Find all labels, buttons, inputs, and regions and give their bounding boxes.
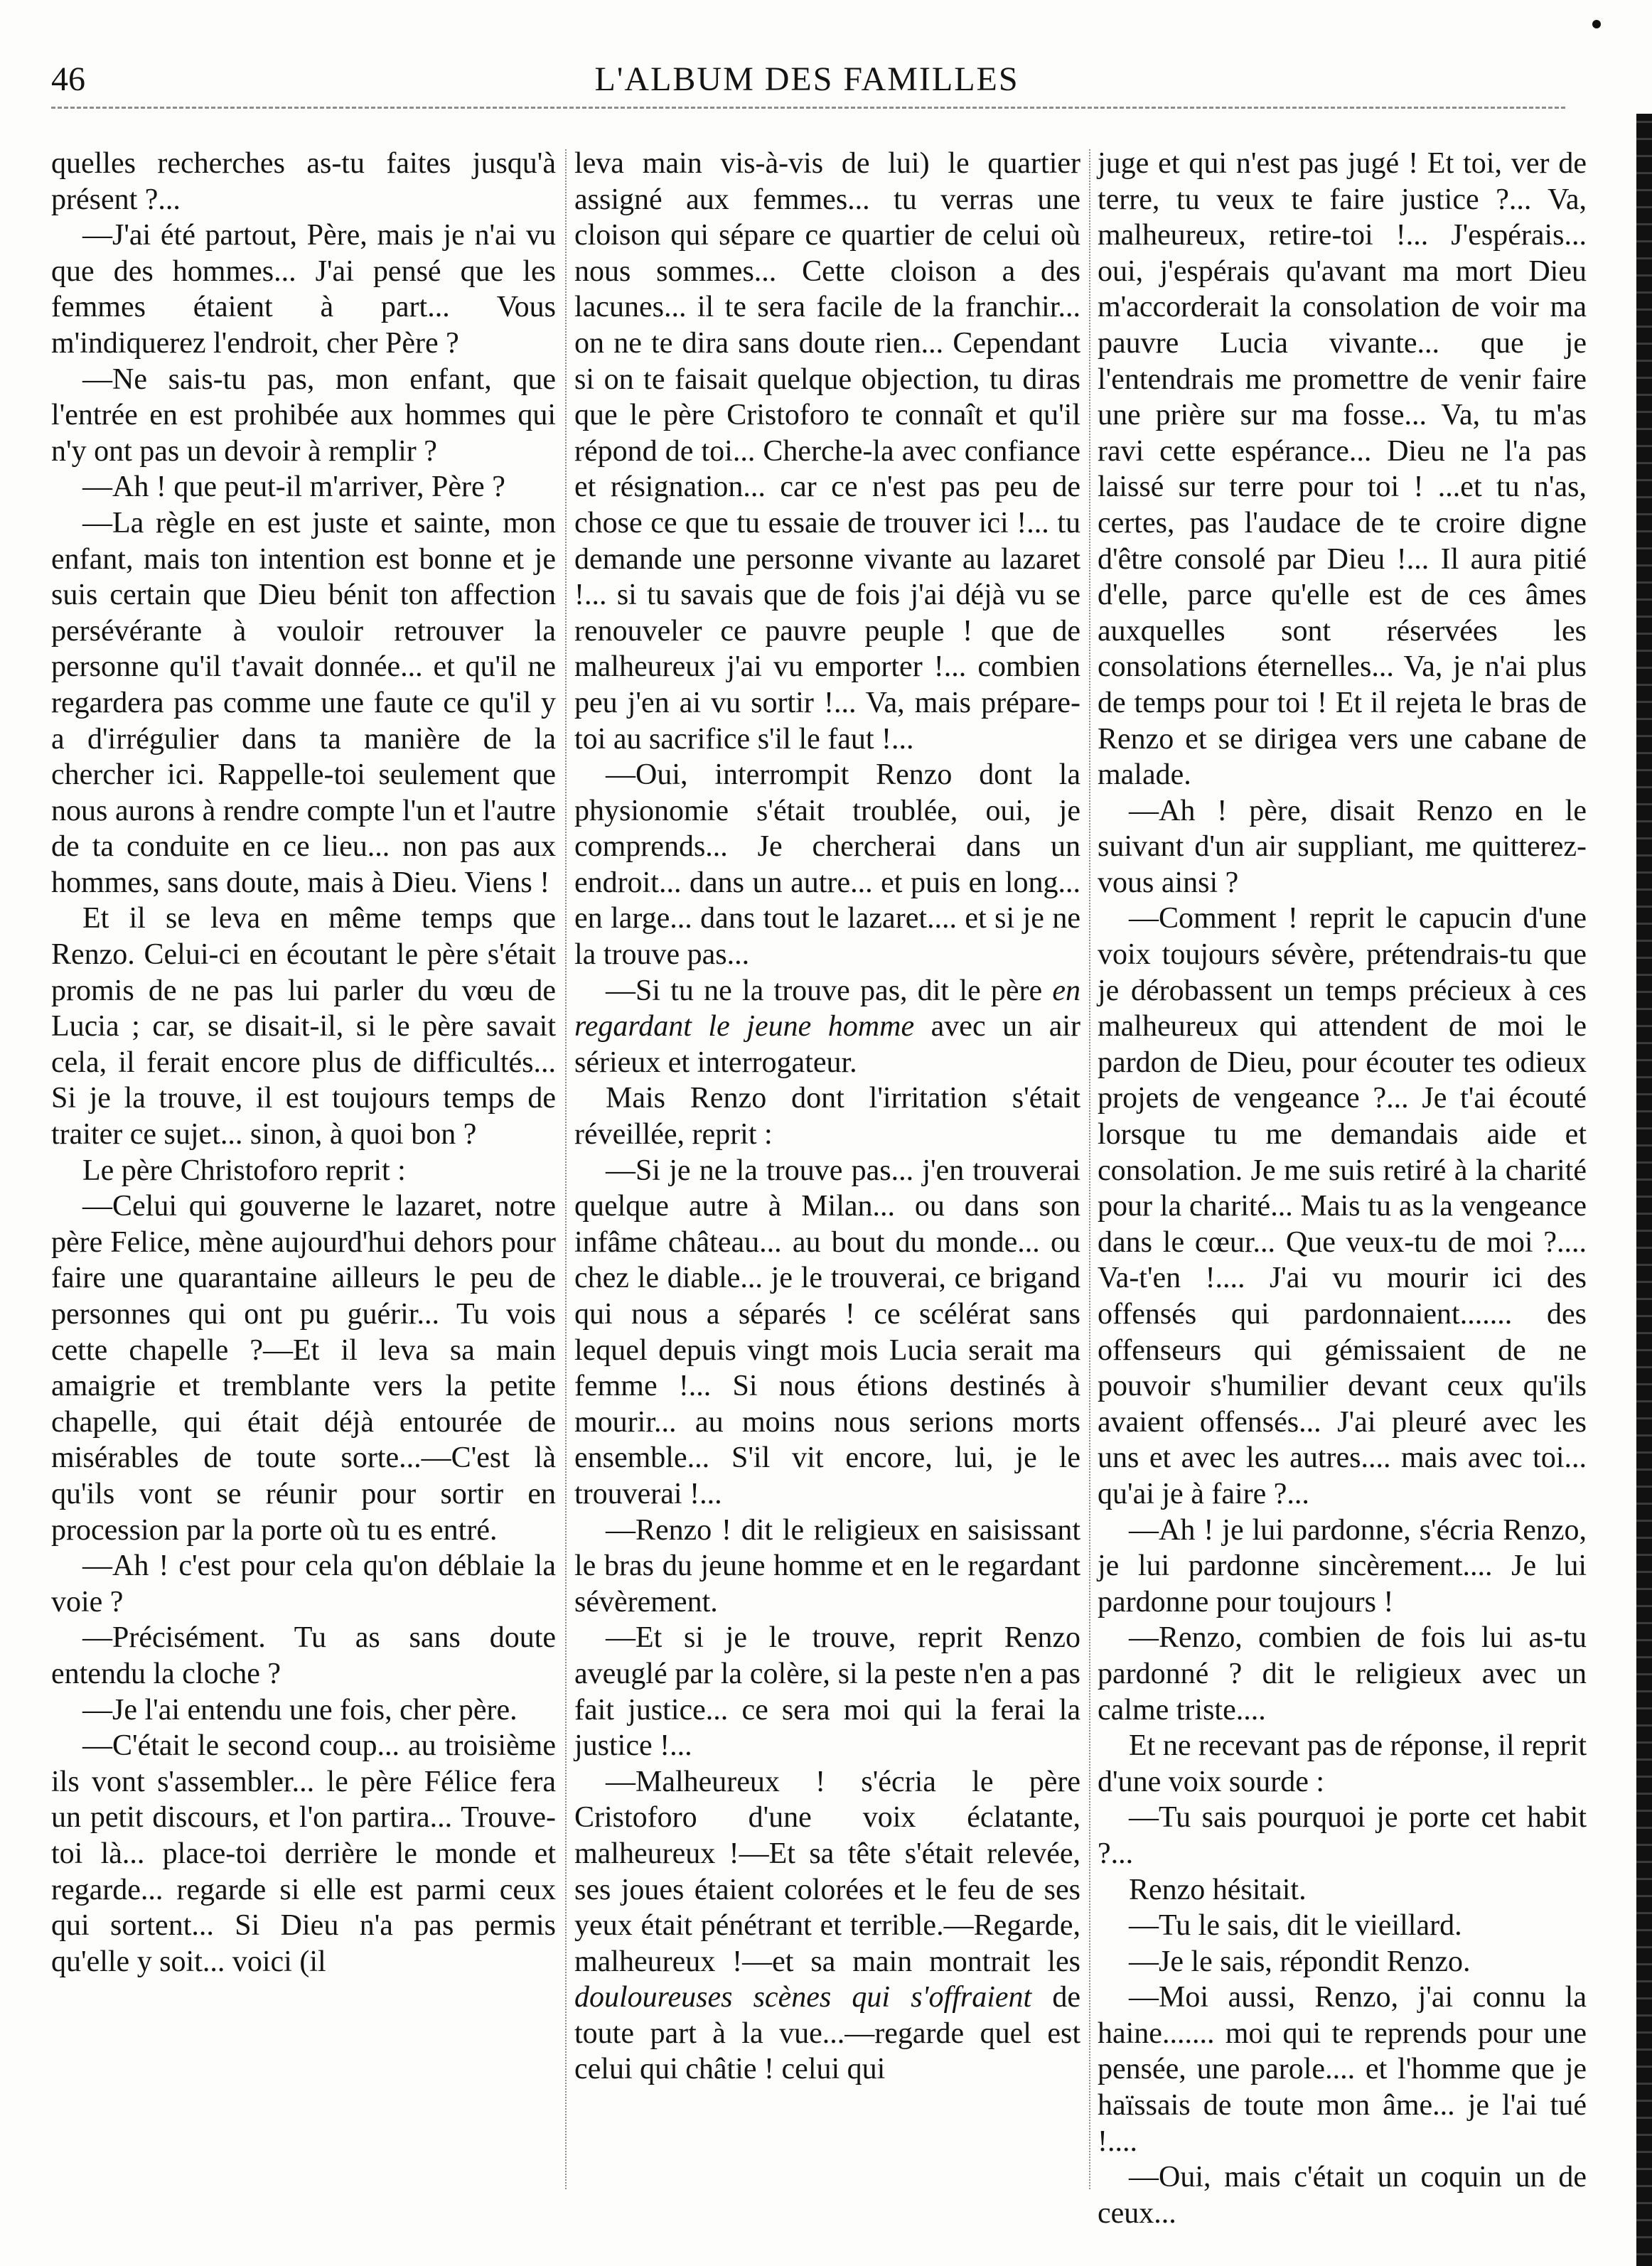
page-edge-shadow: [1636, 114, 1652, 2266]
header-rule: [51, 107, 1565, 109]
paragraph: —Renzo ! dit le religieux en saisissant le bras du jeune homme et en le regardant sévèrement.: [574, 1513, 1080, 1618]
paragraph: —Comment ! reprit le capucin d'une voix toujours sévère, prétendrais-tu que je dérobassent un temps précieux à ces malheureux qui attendent de moi le pardon de Dieu, pour écouter tes odieux projets de vengeance ?... Je t'ai écouté lorsque tu me demandais aide et consolation. Je me suis retiré à la charité pour la charité... Mais tu as la vengeance dans le cœur... Que veux-tu de moi ?.... Va-t'en !.... J'ai vu mourir ici des offensés qui pardonnaient....... des offenseurs qui gémissaient de ne pouvoir s'humilier devant ceux qu'ils avaient offensés... J'ai pleuré avec les uns et avec les autres.... mais avec toi... qu'ai je à faire ?...: [1098, 902, 1587, 1510]
paragraph: —Je l'ai entendu une fois, cher père.: [82, 1693, 517, 1727]
paragraph: Et il se leva en même temps que Renzo. Celui-ci en écoutant le père s'était promis de ne pas lui parler du vœu de Lucia ; car, se disait-il, si le père savait cela, il ferait encore plus de difficultés... Si je la trouve, il est toujours temps de traiter ce sujet... sinon, à quoi bon ?: [51, 902, 556, 1151]
paragraph: quelles recherches as-tu faites jusqu'à présent ?...: [51, 147, 556, 216]
paragraph: —Si tu ne la trouve pas, dit le père en regardant le jeune homme avec un air sérieux et interrogateur.: [574, 974, 1080, 1079]
paragraph: Et ne recevant pas de réponse, il reprit d'une voix sourde :: [1098, 1729, 1587, 1798]
ink-dot: [1592, 20, 1601, 28]
text-column-2: [574, 146, 1080, 2088]
paragraph: —Ah ! que peut-il m'arriver, Père ?: [82, 471, 505, 504]
paragraph: —Précisément. Tu as sans doute entendu la cloche ?: [51, 1621, 556, 1690]
paragraph: —Moi aussi, Renzo, j'ai connu la haine....... moi qui te reprends pour une pensée, une parole.... et l'homme que je haïssais de toute mon âme... je l'ai tué !....: [1098, 1981, 1587, 2158]
paragraph: —Et si je le trouve, reprit Renzo aveuglé par la colère, si la peste n'en a pas fait justice... ce sera moi qui la ferai la justice !...: [574, 1621, 1080, 1763]
paragraph: leva main vis-à-vis de lui) le quartier assigné aux femmes... tu verras une cloison qui sépare ce quartier de celui où nous sommes... Cette cloison a des lacunes... il te sera facile de la franchir... on ne te dira sans doute rien... Cependant si on te faisait quelque objection, tu diras que le père Cristoforo te connaît et qu'il répond de toi... Cherche-la avec confiance et résignation... car ce n'est pas peu de chose ce que tu essaie de trouver ici !... tu demande une personne vivante au lazaret !... si tu savais que de fois j'ai déjà vu se renouveler ce pauvre peuple ! que de malheureux j'ai vu emporter !... combien peu j'en ai vu sortir !... Va, mais prépare-toi au sacrifice s'il le faut !...: [574, 147, 1080, 756]
paragraph: —Ne sais-tu pas, mon enfant, que l'entrée en est prohibée aux hommes qui n'y ont pas un devoir à remplir ?: [51, 363, 556, 468]
text-column-3: [1098, 146, 1587, 2231]
paragraph: —Si je ne la trouve pas... j'en trouverai quelque autre à Milan... ou dans son infâme château... au bout du monde... ou chez le diable... je le trouverai, ce brigand qui nous a séparés ! ce scélérat sans lequel depuis vingt mois Lucia serait ma femme !... Si nous étions destinés à mourir... au moins nous serions morts ensemble... S'il vit encore, lui, je le trouverai !...: [574, 1154, 1080, 1510]
paragraph: —Tu le sais, dit le vieillard.: [1129, 1909, 1462, 1943]
paragraph: —C'était le second coup... au troisième ils vont s'assembler... le père Félice fera un petit discours, et l'on partira... Trouve-toi là... place-toi derrière le monde et regarde... regarde si elle est parmi ceux qui sortent... Si Dieu n'a pas permis qu'elle y soit... voici (il: [51, 1729, 556, 1978]
paragraph: —Oui, mais c'était un coquin un de ceux...: [1098, 2161, 1587, 2230]
paragraph: —Malheureux ! s'écria le père Cristoforo d'une voix éclatante, malheureux !—Et sa tête s'était relevée, ses joues étaient colorées et le feu de ses yeux était pénétrant et terrible.—Regarde, malheureux !—et sa main montrait les douloureuses scènes qui s'offraient de toute part à la vue...—regarde quel est celui qui châtie ! celui qui: [574, 1765, 1080, 2086]
column-separator: [565, 149, 567, 2189]
paragraph: —Renzo, combien de fois lui as-tu pardonné ? dit le religieux avec un calme triste....: [1098, 1621, 1587, 1727]
paragraph: —Ah ! je lui pardonne, s'écria Renzo, je lui pardonne sincèrement.... Je lui pardonne pour toujours !: [1098, 1513, 1587, 1618]
paragraph: Renzo hésitait.: [1129, 1873, 1307, 1906]
paragraph: —Ah ! père, disait Renzo en le suivant d'un air suppliant, me quitterez-vous ainsi ?: [1098, 794, 1587, 899]
paragraph: —Ah ! c'est pour cela qu'on déblaie la voie ?: [51, 1550, 556, 1618]
paragraph: —J'ai été partout, Père, mais je n'ai vu que des hommes... J'ai pensé que les femmes étaient à part... Vous m'indiquerez l'endroit, cher Père ?: [51, 219, 556, 360]
running-title: L'ALBUM DES FAMILLES: [594, 60, 1019, 98]
paragraph: Le père Christoforo reprit :: [82, 1154, 406, 1187]
paragraph: Mais Renzo dont l'irritation s'était réveillée, reprit :: [574, 1082, 1080, 1151]
column-separator: [1089, 149, 1090, 2189]
paragraph: —Oui, interrompit Renzo dont la physionomie s'était troublée, oui, je comprends... Je chercherai dans un endroit... dans un autre... et puis en long... en large... dans tout le lazaret.... et si je ne la trouve pas...: [574, 758, 1080, 972]
paragraph: juge et qui n'est pas jugé ! Et toi, ver de terre, tu veux te faire justice ?... Va, malheureux, retire-toi !... J'espérais... oui, j'espérais qu'avant ma mort Dieu m'accorderait la consolation de voir ma pauvre Lucia vivante... que je l'entendrais me promettre de venir faire une prière sur ma fosse... Va, tu m'as ravi cette espérance... Dieu ne l'a pas laissé sur terre pour toi ! ...et tu n'as, certes, pas l'audace de te croire digne d'être consolé par Dieu !... Il aura pitié d'elle, parce qu'elle est de ces âmes auxquelles sont réservées les consolations éternelles... Va, je n'ai plus de temps pour toi ! Et il rejeta le bras de Renzo et se dirigea vers une cabane de malade.: [1098, 147, 1587, 792]
paragraph: —La règle en est juste et sainte, mon enfant, mais ton intention est bonne et je suis certain que Dieu bénit ton affection persévérante à vouloir retrouver la personne qu'il t'avait donnée... et qu'il ne regardera pas comme une faute ce qu'il y a d'irrégulier dans ta manière de la chercher ici. Rappelle-toi seulement que nous aurons à rendre compte l'un et l'autre de ta conduite en ce lieu... non pas aux hommes, sans doute, mais à Dieu. Viens !: [51, 506, 556, 899]
page-number: 46: [51, 60, 85, 98]
paragraph: —Celui qui gouverne le lazaret, notre père Felice, mène aujourd'hui dehors pour faire une quarantaine ailleurs le peu de personnes qui ont pu guérir... Tu vois cette chapelle ?—Et il leva sa main amaigrie et tremblante vers la petite chapelle, qui était déjà entourée de misérables de toute sorte...—C'est là qu'ils vont se réunir pour sortir en procession par la porte où tu es entré.: [51, 1190, 556, 1547]
text-column-1: [51, 146, 556, 1980]
paragraph: —Je le sais, répondit Renzo.: [1129, 1945, 1471, 1978]
paragraph: —Tu sais pourquoi je porte cet habit ?...: [1098, 1801, 1587, 1870]
